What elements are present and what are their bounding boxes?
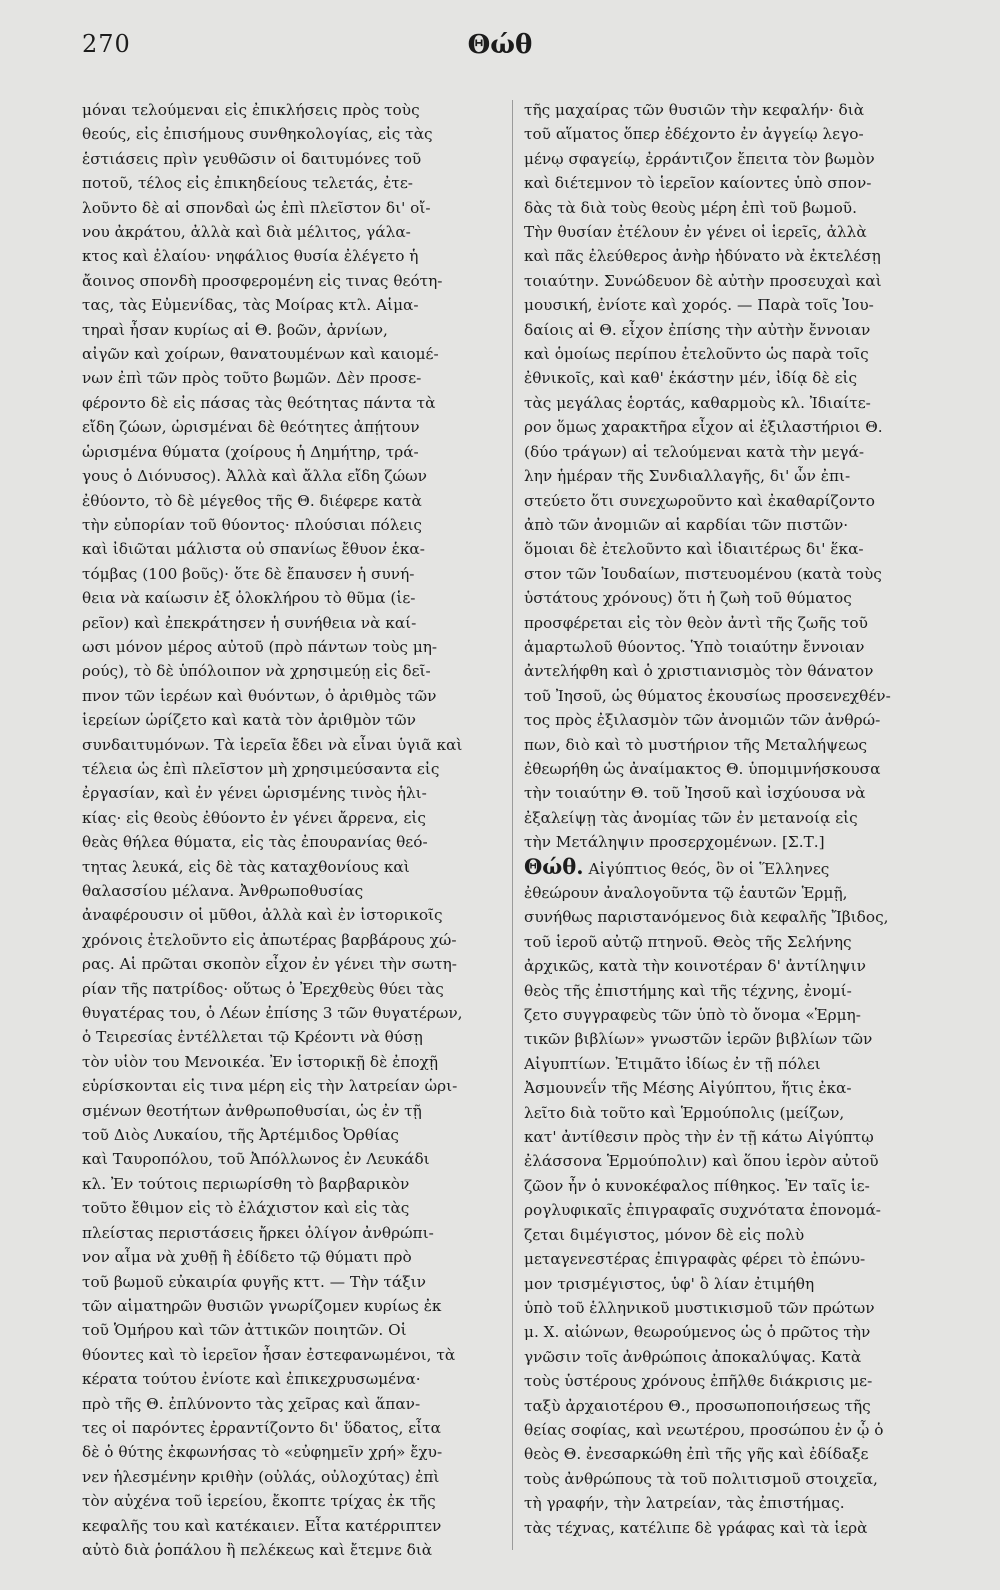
text-line: ἀναφέρουσιν οἱ μῦθοι, ἀλλὰ καὶ ἐν ἱστορικοῖς <box>82 906 443 925</box>
entry-headword: Θώθ. <box>524 854 584 879</box>
text-line: τὴν Μετάληψιν προσερχομένων. [Σ.Τ.] <box>524 833 825 852</box>
text-line: καὶ διέτεμνον τὸ ἱερεῖον καίοντες ὑπὸ σπον- <box>524 174 872 193</box>
running-head: Θώθ <box>467 30 533 60</box>
text-line: ζετο συγγραφεὺς τῶν ὑπὸ τὸ ὄνομα «Ἑρμη- <box>524 1006 861 1025</box>
text-line: στον τῶν Ἰουδαίων, πιστευομένου (κατὰ τοὺς <box>524 564 882 583</box>
text-line: πλείστας περιστάσεις ἤρκει ὀλίγον ἀνθρώπι- <box>82 1223 434 1242</box>
text-line: θυγατέρας του, ὁ Λέων ἐπίσης 3 τῶν θυγατέρων, <box>82 1004 463 1023</box>
text-line: ὑπὸ τοῦ ἑλληνικοῦ μυστικισμοῦ τῶν πρώτων <box>524 1298 875 1317</box>
text-line: τοιαύτην. Συνώδευον δὲ αὐτὴν προσευχαὶ καὶ <box>524 271 882 290</box>
text-line: ἑστιάσεις πρὶν γευθῶσιν οἱ δαιτυμόνες τοῦ <box>82 149 422 168</box>
text-line: δὰς τὰ διὰ τοὺς θεοὺς μέρη ἐπὶ τοῦ βωμοῦ. <box>524 198 857 217</box>
text-line: δαίοις αἱ Θ. εἶχον ἐπίσης τὴν αὐτὴν ἔννοιαν <box>524 320 871 339</box>
text-line: ἀντελήφθη καὶ ὁ χριστιανισμὸς τὸν θάνατον <box>524 662 874 681</box>
text-line: νου ἀκράτου, ἀλλὰ καὶ διὰ μέλιτος, γάλα- <box>82 223 411 242</box>
text-line: τος πρὸς ἐξιλασμὸν τῶν ἀνομιῶν τῶν ἀνθρώ- <box>524 711 881 730</box>
text-line: τῶν αἱματηρῶν θυσιῶν γνωρίζομεν κυρίως ἐκ <box>82 1296 442 1315</box>
entry-body <box>524 881 944 1540</box>
text-line: θεια νὰ καίωσιν ἐξ ὁλοκλήρου τὸ θῦμα (ἱε- <box>82 589 416 608</box>
text-line: λοῦντο δὲ αἱ σπονδαὶ ὡς ἐπὶ πλεῖστον δι' οἴ- <box>82 198 431 217</box>
text-line: τοῦ Διὸς Λυκαίου, τῆς Ἀρτέμιδος Ὀρθίας <box>82 1126 399 1145</box>
text-line: σμένων θεοτήτων ἀνθρωποθυσίαι, ὡς ἐν τῇ <box>82 1101 422 1120</box>
text-line: Αἰγυπτίων. Ἐτιμᾶτο ἰδίως ἐν τῇ πόλει <box>524 1054 821 1073</box>
previous-entry-continuation <box>524 98 944 855</box>
text-line: τοῦ αἵματος ὅπερ ἐδέχοντο ἐν ἀγγείῳ λεγο- <box>524 125 864 144</box>
text-line: μουσική, ἐνίοτε καὶ χορός. — Παρὰ τοῖς Ἰου- <box>524 296 874 315</box>
text-line: ὡρισμένα θύματα (χοίρους ἡ Δημήτηρ, τρά- <box>82 442 419 461</box>
text-line: ρον ὅμως χαρακτῆρα εἶχον αἱ ἐξιλαστήριοι Θ. <box>524 418 883 437</box>
text-line: ρούς), τὸ δὲ ὑπόλοιπον νὰ χρησιμεύῃ εἰς δεῖ- <box>82 662 431 681</box>
text-line: κατ' ἀντίθεσιν πρὸς τὴν ἐν τῇ κάτω Αἰγύπτῳ <box>524 1128 874 1147</box>
text-line: καὶ πᾶς ἐλεύθερος ἀνὴρ ἠδύνατο νὰ ἐκτελέσῃ <box>524 247 881 266</box>
text-line: ἐθεωρήθη ὡς ἀναίμακτος Θ. ὑπομιμνήσκουσα <box>524 759 881 778</box>
text-line: θεὸς Θ. ἐνεσαρκώθη ἐπὶ τῆς γῆς καὶ ἐδίδαξε <box>524 1445 869 1464</box>
text-line: ὁ Τειρεσίας ἐντέλλεται τῷ Κρέοντι νὰ θύσῃ <box>82 1028 423 1047</box>
text-line: γνῶσιν τοῖς ἀνθρώποις ἀποκαλύψας. Κατὰ <box>524 1347 862 1366</box>
entry-first-line-text: Αἰγύπτιος θεός, ὃν οἱ Ἕλληνες <box>588 859 830 878</box>
text-line: συνήθως παριστανόμενος διὰ κεφαλῆς Ἴβιδος, <box>524 908 889 927</box>
text-line: λην ἡμέραν τῆς Συνδιαλλαγῆς, δι' ὧν ἐπι- <box>524 467 851 486</box>
text-line: ἀρχικῶς, κατὰ τὴν κοινοτέραν δ' ἀντίληψιν <box>524 957 866 976</box>
text-line: ζῶον ἦν ὁ κυνοκέφαλος πίθηκος. Ἐν ταῖς ἱε- <box>524 1176 870 1195</box>
text-line: θεούς, εἰς ἐπισήμους συνθηκολογίας, εἰς τὰς <box>82 125 433 144</box>
text-line: γους ὁ Διόνυσος). Ἀλλὰ καὶ ἄλλα εἴδη ζώων <box>82 467 427 486</box>
text-line: ἱερείων ὡρίζετο καὶ κατὰ τὸν ἀριθμὸν τῶν <box>82 711 416 730</box>
text-line: λεῖτο διὰ τοῦτο καὶ Ἑρμούπολις (μείζων, <box>524 1103 845 1122</box>
left-column <box>82 98 498 1562</box>
text-line: ἐθεώρουν ἀναλογοῦντα τῷ ἑαυτῶν Ἑρμῇ, <box>524 884 848 902</box>
text-line: νεν ἡλεσμένην κριθὴν (οὐλάς, οὐλοχύτας) ἐπὶ <box>82 1467 440 1486</box>
text-line: Τὴν θυσίαν ἐτέλουν ἐν γένει οἱ ἱερεῖς, ἀλλὰ <box>524 223 867 242</box>
text-line: τας, τὰς Εὐμενίδας, τὰς Μοίρας κτλ. Αἱμα- <box>82 296 419 315</box>
text-line: (δύο τράγων) αἱ τελούμεναι κατὰ τὴν μεγά- <box>524 442 865 461</box>
text-line: κεφαλῆς του καὶ κατέκαιεν. Εἶτα κατέρριπτεν <box>82 1516 442 1535</box>
text-line: τὴν τοιαύτην Θ. τοῦ Ἰησοῦ καὶ ἰσχύουσα νὰ <box>524 784 866 803</box>
text-line: ἐξαλείψῃ τὰς ἀνομίας τῶν ἐν μετανοίᾳ εἰς <box>524 808 858 827</box>
text-line: συνδαιτυμόνων. Τὰ ἱερεῖα ἔδει νὰ εἶναι ὑγιᾶ καὶ <box>82 735 463 754</box>
text-line: ἐλάσσονα Ἑρμούπολιν) καὶ ὅπου ἱερὸν αὐτοῦ <box>524 1152 879 1171</box>
text-line: αἰγῶν καὶ χοίρων, θανατουμένων καὶ καιομέ- <box>82 345 439 364</box>
right-column <box>524 98 944 1540</box>
text-line: τὰς μεγάλας ἑορτάς, καθαρμοὺς κλ. Ἰδιαίτε- <box>524 393 871 412</box>
text-line: τοῦ βωμοῦ εὐκαιρία φυγῆς κττ. — Τὴν τάξιν <box>82 1272 426 1291</box>
text-line: πων, διὸ καὶ τὸ μυστήριον τῆς Μεταλήψεως <box>524 735 868 754</box>
text-line: ρίαν τῆς πατρίδος· οὕτως ὁ Ἐρεχθεὺς θύει τὰς <box>82 979 444 998</box>
text-line: νων ἐπὶ τῶν πρὸς τοῦτο βωμῶν. Δὲν προσε- <box>82 369 422 388</box>
text-line: τες οἱ παρόντες ἐρραντίζοντο δι' ὕδατος, εἶτα <box>82 1418 441 1437</box>
text-line: τὰς τέχνας, κατέλιπε δὲ γράφας καὶ τὰ ἱερὰ <box>524 1518 868 1537</box>
text-line: ἁμαρτωλοῦ θύοντος. Ὑπὸ τοιαύτην ἔννοιαν <box>524 637 865 656</box>
text-line: θεὰς θήλεα θύματα, εἰς τὰς ἐπουρανίας θεό- <box>82 833 428 852</box>
text-line: τὴν εὐπορίαν τοῦ θύοντος· πλούσιαι πόλεις <box>82 515 422 534</box>
text-line: τὴ γραφήν, τὴν λατρείαν, τὰς ἐπιστήμας. <box>524 1494 845 1513</box>
text-line: ρας. Αἱ πρῶται σκοπὸν εἶχον ἐν γένει τὴν σωτη- <box>82 955 457 974</box>
text-line: εὑρίσκονται εἰς τινα μέρη εἰς τὴν λατρείαν ὡρι- <box>82 1077 458 1096</box>
text-line: προσφέρεται εἰς τὸν θεὸν ἀντὶ τῆς ζωῆς τοῦ <box>524 613 868 632</box>
text-line: χρόνοις ἐτελοῦντο εἰς ἀπωτέρας βαρβάρους χώ- <box>82 930 457 949</box>
text-line: νον αἷμα νὰ χυθῇ ἢ ἐδίδετο τῷ θύματι πρὸ <box>82 1248 412 1267</box>
text-line: θαλασσίου μέλανα. Ἀνθρωποθυσίας <box>82 882 364 900</box>
text-line: θύοντες καὶ τὸ ἱερεῖον ἦσαν ἐστεφανωμένοι, τὰ <box>82 1345 456 1364</box>
text-line: τέλεια ὡς ἐπὶ πλεῖστον μὴ χρησιμεύσαντα εἰς <box>82 759 440 778</box>
text-line: τηραὶ ἦσαν κυρίως αἱ Θ. βοῶν, ἀρνίων, <box>82 320 388 339</box>
text-line: καὶ ἰδιῶται μάλιστα οὐ σπανίως ἔθυον ἑκα- <box>82 540 425 559</box>
text-line: τὸν υἱὸν του Μενοικέα. Ἐν ἱστορικῇ δὲ ἐποχῇ <box>82 1052 439 1071</box>
text-line: ζεται διμέγιστος, μόνον δὲ εἰς πολὺ <box>524 1225 805 1244</box>
text-line: ρεῖον) καὶ ἐπεκράτησεν ἡ συνήθεια νὰ καί- <box>82 613 417 632</box>
text-line: τοῦ ἱεροῦ αὐτῷ πτηνοῦ. Θεὸς τῆς Σελήνης <box>524 932 852 951</box>
text-line: μένῳ σφαγείῳ, ἐρράντιζον ἔπειτα τὸν βωμὸν <box>524 149 875 168</box>
text-line: ρογλυφικαῖς ἐπιγραφαῖς συχνότατα ἐπονομά- <box>524 1201 881 1220</box>
text-line: μον τρισμέγιστος, ὑφ' ὃ λίαν ἐτιμήθη <box>524 1274 815 1293</box>
text-line: κλ. Ἐν τούτοις περιωρίσθη τὸ βαρβαρικὸν <box>82 1174 410 1193</box>
page-number: 270 <box>82 30 131 58</box>
text-line: ὅμοιαι δὲ ἐτελοῦντο καὶ ἰδιαιτέρως δι' ἕκα- <box>524 540 864 559</box>
text-line: ἀπὸ τῶν ἀνομιῶν αἱ καρδίαι τῶν πιστῶν· <box>524 515 849 534</box>
text-line: πνον τῶν ἱερέων καὶ θυόντων, ὁ ἀριθμὸς τῶν <box>82 686 437 705</box>
text-line: στεύετο ὅτι συνεχωροῦντο καὶ ἐκαθαρίζοντο <box>524 491 876 510</box>
text-line: ἐθνικοῖς, καὶ καθ' ἑκάστην μέν, ἰδίᾳ δὲ εἰς <box>524 369 858 388</box>
text-line: τοῦ Ἰησοῦ, ὡς θύματος ἑκουσίως προσενεχθέν- <box>524 686 891 705</box>
text-line: ποτοῦ, τέλος εἰς ἐπικηδείους τελετάς, ἐτε- <box>82 174 413 193</box>
text-line: θείας σοφίας, καὶ νεωτέρου, προσώπου ἐν ᾧ ὁ <box>524 1420 884 1439</box>
text-line: ωσι μόνον μέρος αὐτοῦ (πρὸ πάντων τοὺς μη- <box>82 637 438 656</box>
text-line: τόμβας (100 βοῦς)· ὅτε δὲ ἔπαυσεν ἡ συνή- <box>82 564 415 583</box>
text-line: καὶ Ταυροπόλου, τοῦ Ἀπόλλωνος ἐν Λευκάδι <box>82 1150 430 1169</box>
text-line: αὐτὸ διὰ ῥοπάλου ἢ πελέκεως καὶ ἔτεμνε διὰ <box>82 1540 433 1559</box>
text-line: τοῦ Ὁμήρου καὶ τῶν ἀττικῶν ποιητῶν. Οἱ <box>82 1321 407 1340</box>
text-line: μεταγενεστέρας ἐπιγραφὰς φέρει τὸ ἐπώνυ- <box>524 1250 866 1269</box>
text-line: ταξὺ ἀρχαιοτέρου Θ., προσωποποιήσεως τῆς <box>524 1396 871 1415</box>
text-line: ἐθύοντο, τὸ δὲ μέγεθος τῆς Θ. διέφερε κατὰ <box>82 491 422 510</box>
text-line: κτος καὶ ἐλαίου· νηφάλιος θυσία ἐλέγετο ἡ <box>82 247 419 266</box>
text-line: καὶ ὁμοίως περίπου ἐτελοῦντο ὡς παρὰ τοῖς <box>524 345 869 364</box>
text-line: κέρατα τούτου ἐνίοτε καὶ ἐπικεχρυσωμένα· <box>82 1370 421 1389</box>
text-line: δὲ ὁ θύτης ἐκφωνήσας τὸ «εὐφημεῖν χρή» ἔχυ- <box>82 1443 443 1462</box>
text-line: τὸν αὐχένα τοῦ ἱερείου, ἔκοπτε τρίχας ἐκ τῆς <box>82 1492 436 1511</box>
column-divider <box>512 100 513 1550</box>
text-line: ἄοινος σπονδὴ προσφερομένη εἰς τινας θεότη- <box>82 271 443 290</box>
text-line: ὑστάτους χρόνους) ὅτι ἡ ζωὴ τοῦ θύματος <box>524 589 852 608</box>
text-line: Ἀσμουνεΐν τῆς Μέσης Αἰγύπτου, ἥτις ἐκα- <box>524 1079 852 1098</box>
text-line: μόναι τελούμεναι εἰς ἐπικλήσεις πρὸς τοὺς <box>82 101 420 119</box>
text-line: φέροντο δὲ εἰς πάσας τὰς θεότητας πάντα τὰ <box>82 393 436 412</box>
text-line: τοὺς ἀνθρώπους τὰ τοῦ πολιτισμοῦ στοιχεῖα, <box>524 1469 878 1488</box>
text-line: τοῦτο ἔθιμον εἰς τὸ ἐλάχιστον καὶ εἰς τὰς <box>82 1199 410 1218</box>
text-line: ἐργασίαν, καὶ ἐν γένει ὡρισμένης τινὸς ἡλι- <box>82 784 427 803</box>
text-line: τοὺς ὑστέρους χρόνους ἐπῆλθε διάκρισις με- <box>524 1372 873 1391</box>
entry-first-line <box>524 855 944 881</box>
text-line: τῆς μαχαίρας τῶν θυσιῶν τὴν κεφαλήν· διὰ <box>524 101 865 119</box>
text-line: θεὸς τῆς ἐπιστήμης καὶ τῆς τέχνης, ἐνομί- <box>524 981 852 1000</box>
text-line: μ. Χ. αἰώνων, θεωρούμενος ὡς ὁ πρῶτος τὴν <box>524 1323 871 1342</box>
text-line: κίας· εἰς θεοὺς ἐθύοντο ἐν γένει ἄρρενα, εἰς <box>82 808 426 827</box>
text-line: εἴδη ζώων, ὡρισμέναι δὲ θεότητες ἀπῄτουν <box>82 418 420 437</box>
text-line: τικῶν βιβλίων» γνωστῶν ἱερῶν βιβλίων τῶν <box>524 1030 873 1049</box>
text-line: πρὸ τῆς Θ. ἐπλύνοντο τὰς χεῖρας καὶ ἅπαν- <box>82 1394 421 1413</box>
text-line: τητας λευκά, εἰς δὲ τὰς καταχθονίους καὶ <box>82 857 410 876</box>
